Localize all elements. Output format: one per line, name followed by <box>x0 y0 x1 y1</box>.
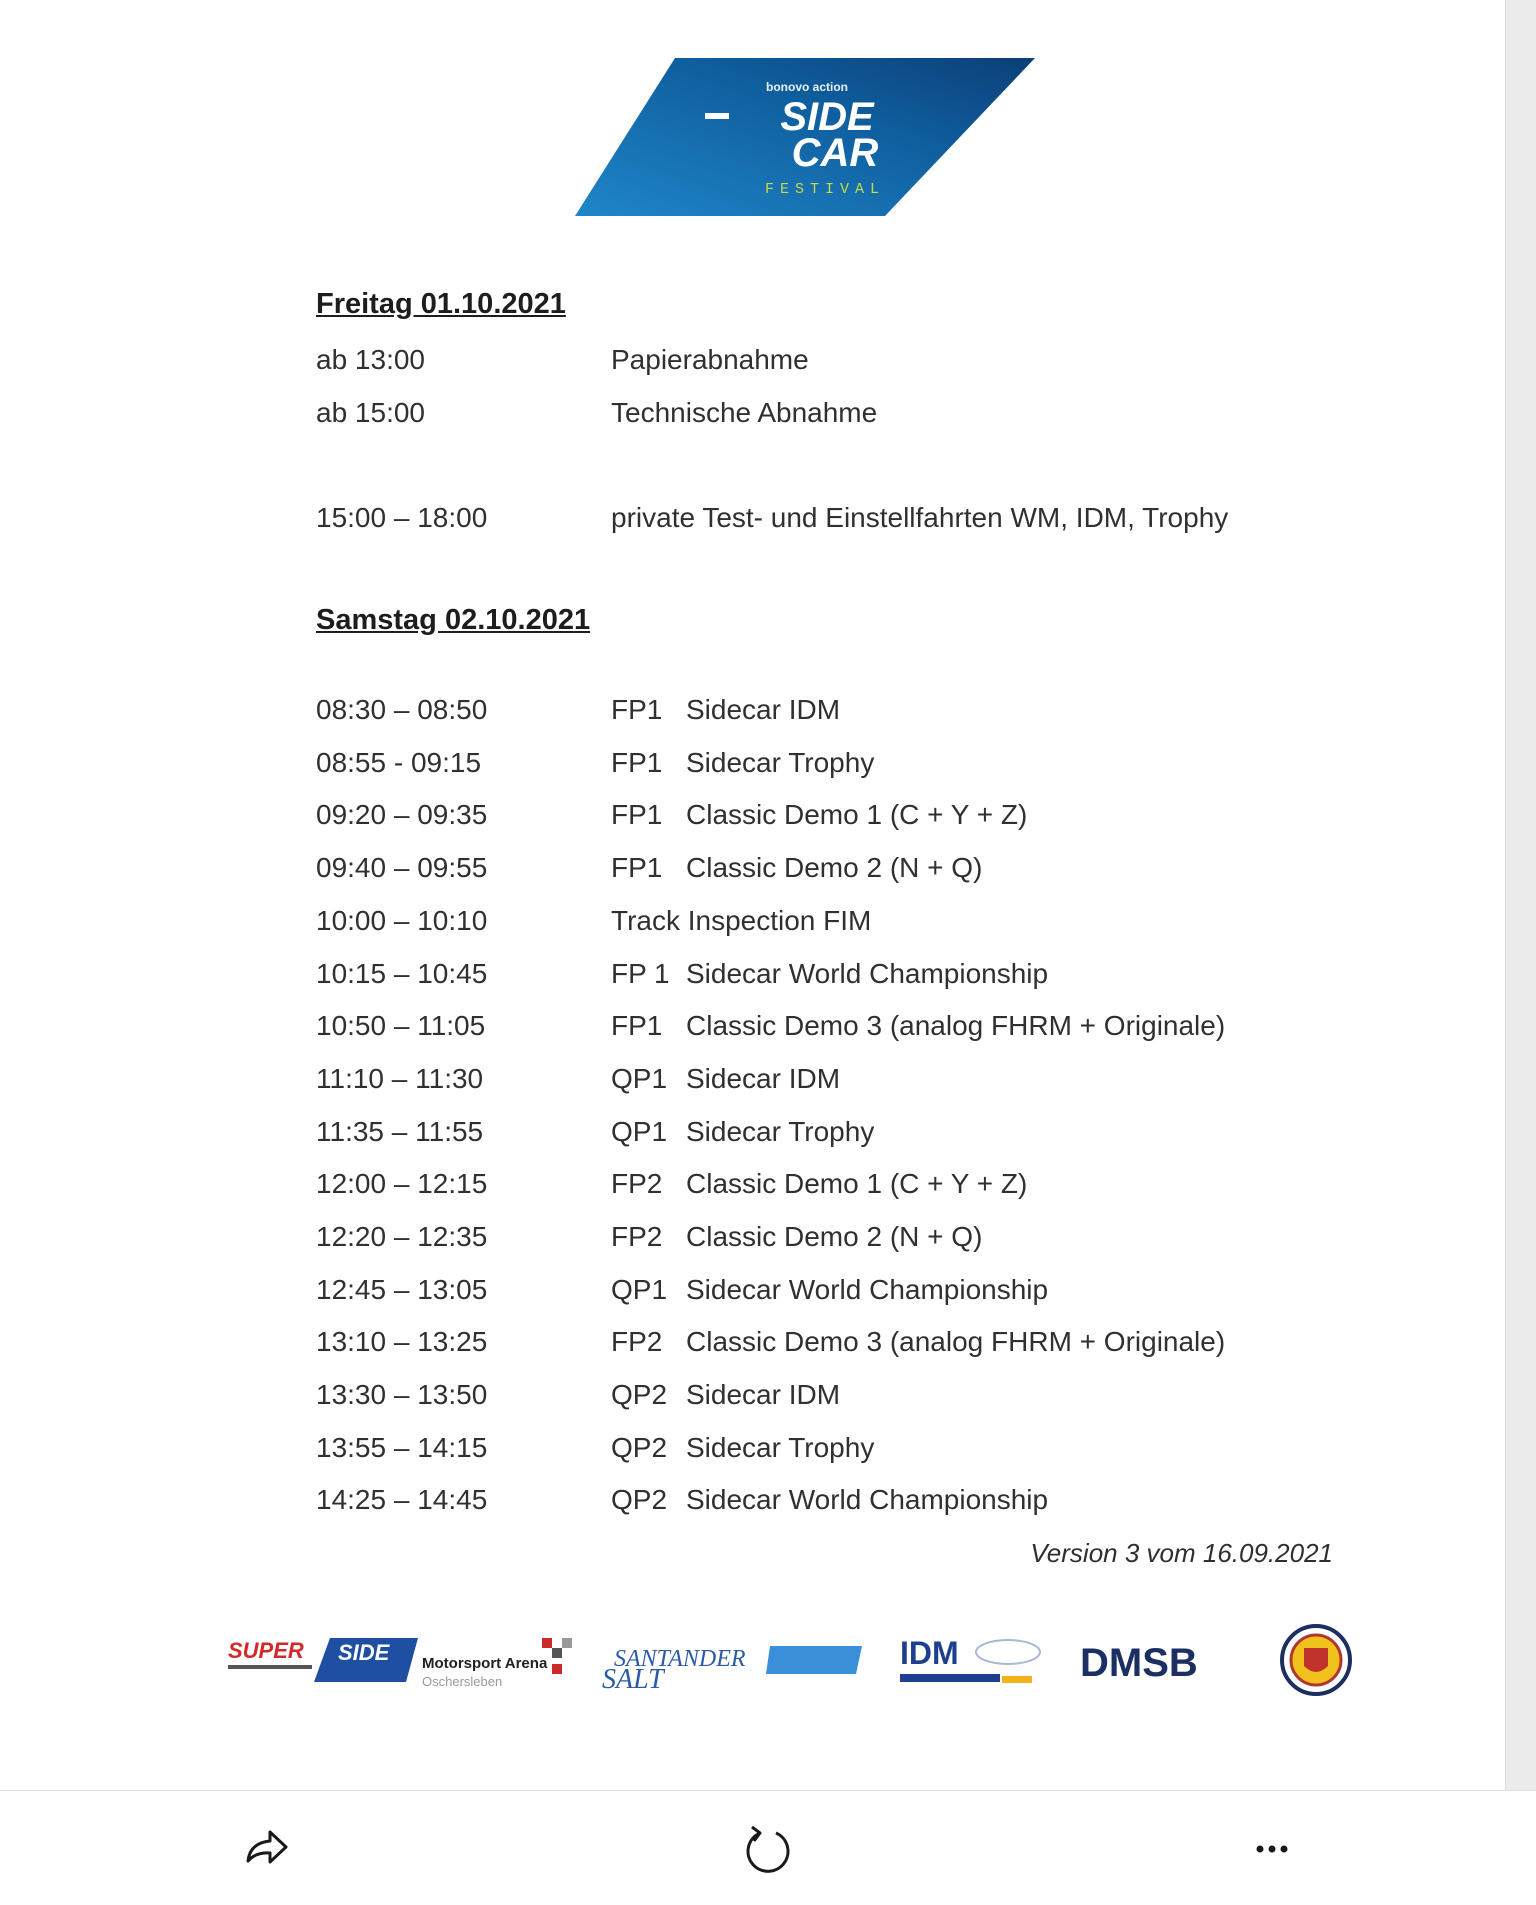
row-session-code: FP 1 <box>611 958 670 989</box>
row-description: Sidecar IDM <box>686 694 841 725</box>
row-description: Sidecar Trophy <box>686 747 875 778</box>
page-edge <box>1505 0 1536 1790</box>
row-time: ab 13:00 <box>316 344 425 375</box>
row-time: 13:30 – 13:50 <box>316 1379 488 1410</box>
row-description: Classic Demo 1 (C + Y + Z) <box>686 1168 1028 1199</box>
row-time: 10:15 – 10:45 <box>316 958 488 989</box>
share-icon <box>236 1819 296 1879</box>
santander-text-b: SALT <box>602 1664 664 1692</box>
row-description: Sidecar IDM <box>686 1063 841 1094</box>
row-time: 11:35 – 11:55 <box>316 1116 484 1147</box>
motorsport-arena-text-a: Motorsport Arena <box>422 1655 548 1672</box>
row-description: Classic Demo 2 (N + Q) <box>686 852 983 883</box>
row-session-code: FP1 <box>611 852 663 883</box>
reload-icon <box>738 1819 798 1879</box>
row-description: Classic Demo 2 (N + Q) <box>686 1221 983 1252</box>
row-session-code: FP1 <box>611 747 663 778</box>
row-description: Sidecar IDM <box>686 1379 841 1410</box>
row-session-code: QP2 <box>611 1379 668 1410</box>
logo-top-text: bonovo action <box>766 80 848 94</box>
bottom-toolbar <box>0 1790 1536 1905</box>
row-time: ab 15:00 <box>316 397 425 428</box>
row-time: 11:10 – 11:30 <box>316 1063 484 1094</box>
share-button[interactable] <box>236 1819 296 1879</box>
row-session-code: QP1 <box>611 1063 668 1094</box>
row-session-code: QP1 <box>611 1116 668 1147</box>
row-event: Track Inspection FIM <box>611 905 872 936</box>
row-session-code: FP2 <box>611 1221 663 1252</box>
row-session-code: FP1 <box>611 1010 663 1041</box>
more-button[interactable] <box>1242 1819 1302 1879</box>
club-crest-logo <box>1280 1616 1352 1704</box>
more-icon <box>1242 1819 1302 1879</box>
row-time: 09:20 – 09:35 <box>316 799 488 830</box>
row-time: 15:00 – 18:00 <box>316 502 488 533</box>
idm-logo <box>898 1628 1048 1692</box>
version-note: Version 3 vom 16.09.2021 <box>1030 1538 1333 1568</box>
row-description: Sidecar Trophy <box>686 1432 875 1463</box>
row-time: 14:25 – 14:45 <box>316 1484 488 1515</box>
row-event: private Test- und Einstellfahrten WM, IDM, Trophy <box>611 502 1229 533</box>
row-time: 08:55 - 09:15 <box>316 747 482 778</box>
logo-line2: CAR <box>791 131 879 175</box>
dmsb-text: DMSB <box>1080 1641 1198 1685</box>
super-side-text-a: SUPER <box>228 1638 304 1663</box>
row-time: 12:45 – 13:05 <box>316 1274 488 1305</box>
row-session-code: FP2 <box>611 1168 663 1199</box>
row-description: Classic Demo 3 (analog FHRM + Originale) <box>686 1010 1226 1041</box>
row-description: Sidecar World Championship <box>686 958 1049 989</box>
row-time: 12:20 – 12:35 <box>316 1221 488 1252</box>
row-time: 08:30 – 08:50 <box>316 694 488 725</box>
row-time: 09:40 – 09:55 <box>316 852 488 883</box>
super-side-logo <box>222 1630 418 1690</box>
row-description: Classic Demo 3 (analog FHRM + Originale) <box>686 1326 1226 1357</box>
row-event: Papierabnahme <box>611 344 809 375</box>
reload-button[interactable] <box>738 1819 798 1879</box>
day-heading-friday: Freitag 01.10.2021 <box>316 288 566 320</box>
motorsport-arena-text-b: Oschersleben <box>422 1674 503 1689</box>
row-description: Sidecar World Championship <box>686 1274 1049 1305</box>
row-time: 10:00 – 10:10 <box>316 905 488 936</box>
row-description: Classic Demo 1 (C + Y + Z) <box>686 799 1028 830</box>
day-heading-saturday: Samstag 02.10.2021 <box>316 604 591 636</box>
santander-salt-logo <box>600 1636 862 1692</box>
row-session-code: QP2 <box>611 1484 668 1515</box>
row-session-code: FP1 <box>611 694 663 725</box>
row-time: 13:55 – 14:15 <box>316 1432 488 1463</box>
santander-text-a: SANTANDER <box>614 1646 746 1672</box>
row-time: 10:50 – 11:05 <box>316 1010 486 1041</box>
motorsport-arena-logo <box>420 1636 580 1692</box>
row-session-code: FP2 <box>611 1326 663 1357</box>
row-event: Technische Abnahme <box>611 397 878 428</box>
logo-sub: FESTIVAL <box>764 181 886 198</box>
row-session-code: QP2 <box>611 1432 668 1463</box>
super-side-text-b: SIDE <box>338 1640 390 1665</box>
sidecar-festival-logo <box>575 58 1035 216</box>
dmsb-logo <box>1078 1636 1258 1686</box>
logo-line1: SIDE <box>780 95 874 139</box>
row-session-code: FP1 <box>611 799 663 830</box>
row-description: Sidecar World Championship <box>686 1484 1049 1515</box>
row-session-code: QP1 <box>611 1274 668 1305</box>
row-time: 12:00 – 12:15 <box>316 1168 488 1199</box>
row-description: Sidecar Trophy <box>686 1116 875 1147</box>
row-time: 13:10 – 13:25 <box>316 1326 488 1357</box>
idm-text: IDM <box>900 1635 959 1671</box>
